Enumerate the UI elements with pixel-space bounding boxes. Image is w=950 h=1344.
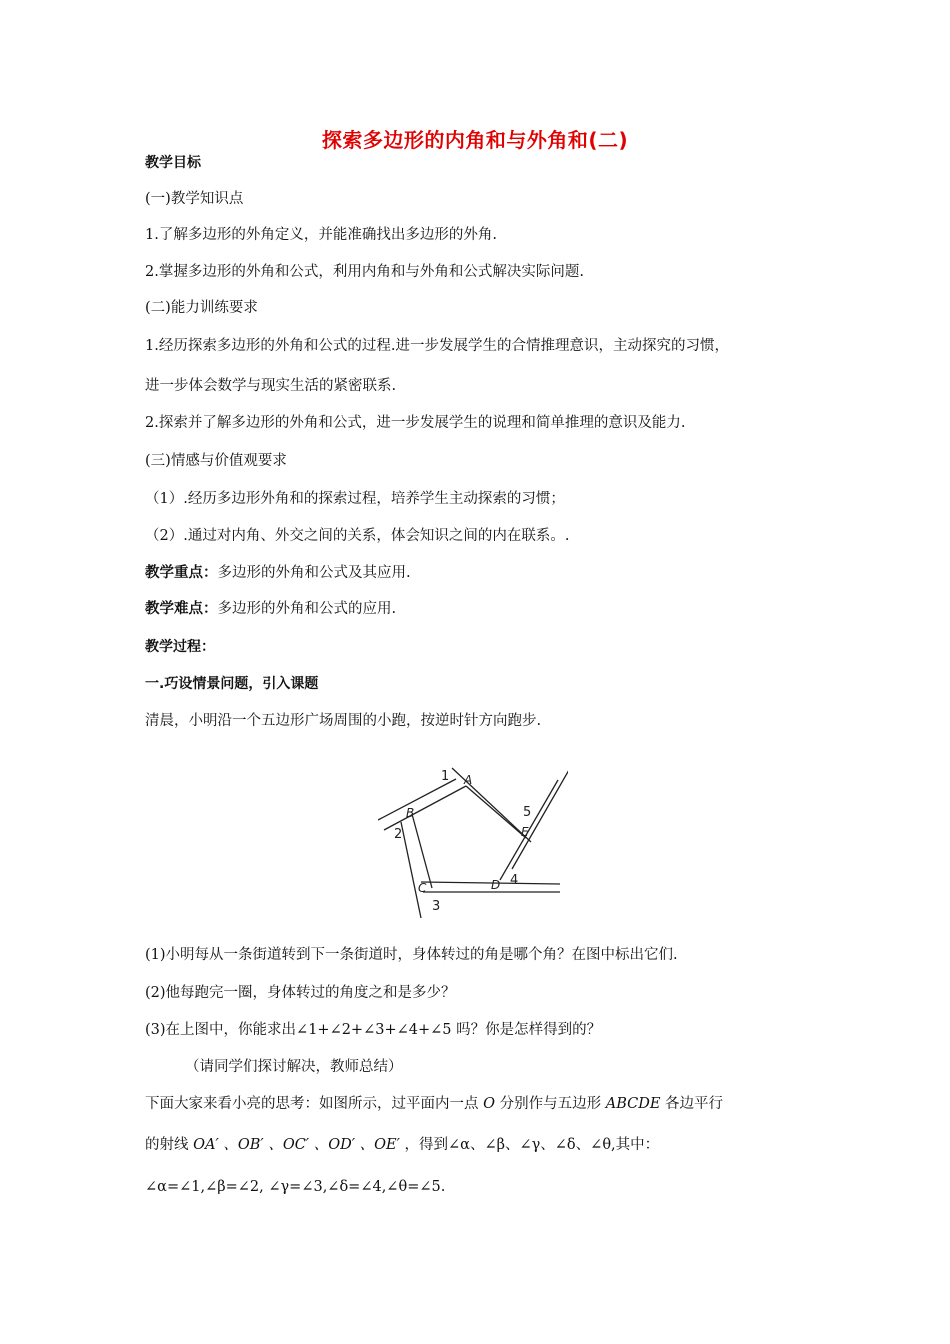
key-point-text: 多边形的外角和公式及其应用. — [217, 565, 411, 581]
street-line — [378, 779, 456, 820]
angle-label-5: 5 — [523, 805, 532, 820]
ability-item-2: 2.探索并了解多边形的外角和公式，进一步发展学生的说理和简单推理的意识及能力. — [145, 415, 686, 431]
vertex-label-a: A — [464, 773, 473, 787]
thinking-text: 的射线 — [145, 1137, 194, 1153]
vertex-label-b: B — [406, 806, 415, 820]
ray-names: OA′ 、OB′ 、OC′ 、OD′ 、OE′ — [193, 1137, 400, 1153]
objectives-heading: 教学目标 — [145, 155, 201, 171]
vertex-label-d: D — [491, 878, 501, 892]
angle-label-2: 2 — [394, 827, 403, 842]
difficulty-line — [145, 599, 825, 619]
teacher-note: （请同学们探讨解决，教师总结） — [185, 1059, 403, 1075]
angle-equalities: ∠α=∠1,∠β=∠2, ∠γ=∠3,∠δ=∠4,∠θ=∠5. — [145, 1179, 446, 1195]
angle-label-4: 4 — [510, 873, 519, 888]
thinking-text: 分别作与五边形 — [495, 1096, 606, 1112]
section-heading-knowledge: (一)教学知识点 — [145, 191, 244, 207]
thinking-paragraph-line-2 — [145, 1135, 825, 1155]
thinking-paragraph-line-1 — [145, 1094, 825, 1114]
ability-item-1-line-1: 1.经历探索多边形的外角和公式的过程.进一步发展学生的合情推理意识，主动探究的习惯， — [145, 338, 729, 354]
key-point-label: 教学重点： — [145, 565, 218, 581]
point-o: O — [483, 1096, 495, 1112]
process-heading: 教学过程： — [145, 639, 215, 655]
street-line — [500, 780, 558, 880]
pentagon-street-svg — [378, 752, 568, 924]
question-1: (1)小明每从一条街道转到下一条街道时，身体转过的角是哪个角？在图中标出它们. — [145, 947, 678, 963]
emotion-item-2: （2）.通过对内角、外交之间的关系，体会知识之间的内在联系。. — [145, 528, 570, 544]
difficulty-label: 教学难点： — [145, 601, 218, 617]
thinking-text: 下面大家来看小亮的思考：如图所示，过平面内一点 — [145, 1096, 484, 1112]
section-heading-emotion: (三)情感与价值观要求 — [145, 453, 287, 469]
polygon-name: ABCDE — [605, 1096, 661, 1112]
emotion-item-1: （1）.经历多边形外角和的探索过程，培养学生主动探索的习惯； — [145, 491, 565, 507]
part1-heading: 一.巧设情景问题，引入课题 — [145, 676, 319, 692]
difficulty-text: 多边形的外角和公式的应用. — [217, 601, 397, 617]
key-point-line — [145, 563, 825, 583]
pentagon-street-figure — [378, 752, 568, 924]
thinking-text: 各边平行 — [660, 1096, 724, 1112]
intro-paragraph: 清晨，小明沿一个五边形广场周围的小跑，按逆时针方向跑步. — [145, 713, 542, 729]
thinking-text: ，得到∠α、∠β、∠γ、∠δ、∠θ,其中： — [399, 1137, 660, 1153]
vertex-label-e: E — [521, 825, 529, 839]
knowledge-item-1: 1.了解多边形的外角定义，并能准确找出多边形的外角. — [145, 227, 497, 243]
street-line — [412, 814, 432, 888]
question-2: (2)他每跑完一圈，身体转过的角度之和是多少？ — [145, 985, 456, 1001]
document-title: 探索多边形的内角和与外角和(二) — [321, 128, 629, 152]
section-heading-ability: (二)能力训练要求 — [145, 300, 258, 316]
question-3: (3)在上图中，你能求出∠1+∠2+∠3+∠4+∠5 吗？你是怎样得到的？ — [145, 1022, 602, 1038]
street-line — [466, 786, 526, 838]
vertex-label-c: C — [418, 881, 427, 895]
angle-label-3: 3 — [432, 899, 441, 914]
knowledge-item-2: 2.掌握多边形的外角和公式，利用内角和与外角和公式解决实际问题. — [145, 264, 584, 280]
ability-item-1-line-2: 进一步体会数学与现实生活的紧密联系. — [145, 378, 397, 394]
street-line — [384, 786, 466, 830]
street-line — [512, 770, 568, 869]
angle-label-1: 1 — [441, 769, 450, 784]
